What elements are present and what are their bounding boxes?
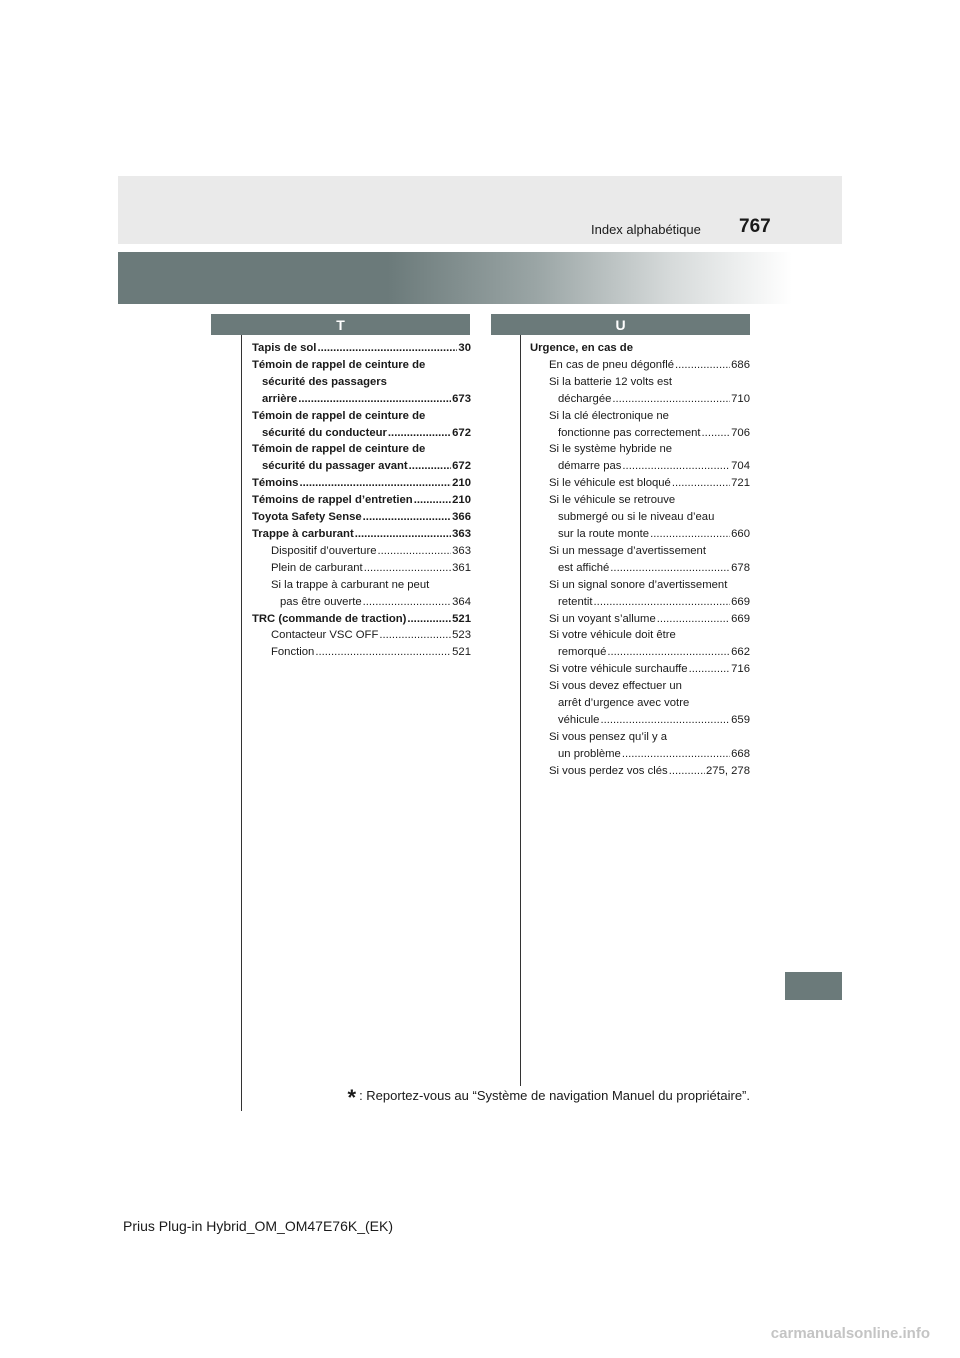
index-entry-label: Si le véhicule se retrouve — [549, 494, 676, 507]
index-entry — [252, 611, 471, 628]
index-entry-page: 678 — [731, 561, 750, 574]
index-entry — [252, 492, 471, 509]
dot-leader — [388, 425, 451, 442]
index-entry — [530, 594, 750, 611]
footnote — [348, 1085, 751, 1111]
index-entry — [252, 408, 471, 425]
dot-leader — [675, 357, 730, 374]
index-entry-label: véhicule — [558, 713, 600, 726]
index-entry-page: 686 — [731, 358, 750, 371]
index-entry — [252, 458, 471, 475]
index-entry-label: remorqué — [558, 646, 607, 659]
index-entry-page: 704 — [731, 460, 750, 473]
index-entry-page: 361 — [452, 561, 471, 574]
decorative-gradient-bar — [118, 252, 792, 304]
index-entry — [252, 475, 471, 492]
index-entry — [252, 644, 471, 661]
index-entry-label: Trappe à carburant — [252, 527, 354, 540]
index-entry-label: Témoin de rappel de ceinture de — [252, 409, 426, 422]
index-entry — [530, 374, 750, 391]
index-entry-page: 364 — [452, 595, 471, 608]
dot-leader — [298, 391, 451, 408]
index-entry — [530, 577, 750, 594]
column-divider-left — [241, 335, 242, 1111]
index-entry-page: 523 — [452, 629, 471, 642]
dot-leader — [607, 644, 730, 661]
index-entry-page: 662 — [731, 646, 750, 659]
index-entry-page: 672 — [452, 460, 471, 473]
index-entry-page: 275, 278 — [706, 764, 750, 777]
index-entry-label: Témoins — [252, 477, 299, 490]
index-entry-page: 668 — [731, 747, 750, 760]
index-entry-page: 660 — [731, 527, 750, 540]
index-entry — [252, 543, 471, 560]
column-divider-middle — [520, 335, 521, 1086]
index-entry — [530, 391, 750, 408]
index-entry-page: 210 — [452, 494, 471, 507]
index-entry — [530, 729, 750, 746]
index-entry — [252, 374, 471, 391]
index-entry — [530, 611, 750, 628]
index-entry-label: arrêt d’urgence avec votre — [558, 697, 690, 710]
index-entry — [252, 526, 471, 543]
dot-leader — [657, 611, 730, 628]
header-band — [118, 176, 842, 244]
index-entry-label: arrière — [262, 392, 298, 405]
index-entry-label: Si le véhicule est bloqué — [549, 477, 671, 490]
index-entry-label: En cas de pneu dégonflé — [549, 358, 674, 371]
index-entry — [530, 475, 750, 492]
dot-leader — [363, 509, 451, 526]
index-entry-page: 669 — [731, 612, 750, 625]
index-column-t — [252, 340, 471, 661]
index-entry — [530, 357, 750, 374]
index-entry-label: Plein de carburant — [271, 561, 363, 574]
index-entry-page: 673 — [452, 392, 471, 405]
dot-leader — [317, 340, 457, 357]
dot-leader — [407, 611, 451, 628]
dot-leader — [315, 644, 451, 661]
index-entry-label: Contacteur VSC OFF — [271, 629, 379, 642]
index-entry — [530, 492, 750, 509]
index-entry-page: 710 — [731, 392, 750, 405]
index-entry — [530, 560, 750, 577]
index-entry-label: Si un message d’avertissement — [549, 544, 706, 557]
index-entry — [530, 526, 750, 543]
index-entry-label: TRC (commande de traction) — [252, 612, 407, 625]
index-entry — [530, 695, 750, 712]
document-footer: Prius Plug-in Hybrid_OM_OM47E76K_(EK) — [123, 1218, 393, 1234]
index-entry-label: submergé ou si le niveau d’eau — [558, 511, 715, 524]
index-entry — [252, 509, 471, 526]
index-entry-label: Si vous perdez vos clés — [549, 764, 668, 777]
index-entry-label: un problème — [558, 747, 621, 760]
index-entry — [530, 509, 750, 526]
index-entry-label: sécurité du passager avant — [262, 460, 408, 473]
index-entry — [530, 678, 750, 695]
index-entry-label: Témoin de rappel de ceinture de — [252, 443, 426, 456]
index-entry-label: Si un signal sonore d’avertissement — [549, 578, 728, 591]
dot-leader — [610, 560, 730, 577]
index-entry — [530, 340, 750, 357]
dot-leader — [612, 391, 730, 408]
dot-leader — [622, 746, 730, 763]
index-entry-label: Témoins de rappel d’entretien — [252, 494, 413, 507]
index-entry-page: 521 — [452, 646, 471, 659]
index-entry-label: Si la trappe à carburant ne peut — [271, 578, 430, 591]
index-entry-label: sécurité du conducteur — [262, 426, 387, 439]
index-entry-page: 659 — [731, 713, 750, 726]
index-entry-page: 363 — [452, 544, 471, 557]
letter-header-u: U — [491, 314, 750, 335]
index-entry — [252, 441, 471, 458]
index-entry — [530, 746, 750, 763]
page-number: 767 — [739, 216, 771, 237]
section-side-tab — [785, 972, 842, 1000]
index-entry — [530, 763, 750, 780]
dot-leader — [622, 458, 730, 475]
dot-leader — [364, 560, 451, 577]
index-entry — [252, 560, 471, 577]
index-entry-label: pas être ouverte — [280, 595, 362, 608]
watermark: carmanualsonline.info — [770, 1325, 930, 1342]
dot-leader — [669, 763, 705, 780]
index-entry-page: 669 — [731, 595, 750, 608]
index-entry-label: est affiché — [558, 561, 610, 574]
index-entry — [252, 627, 471, 644]
dot-leader — [672, 475, 730, 492]
dot-leader — [363, 594, 452, 611]
index-entry-label: Si la clé électronique ne — [549, 409, 669, 422]
letter-header-t: T — [211, 314, 470, 335]
index-entry-page: 210 — [452, 477, 471, 490]
index-entry — [530, 425, 750, 442]
index-entry-page: 672 — [452, 426, 471, 439]
index-entry-label: Si votre véhicule doit être — [549, 629, 676, 642]
index-entry-label: Si un voyant s’allume — [549, 612, 656, 625]
index-entry — [530, 408, 750, 425]
index-entry-page: 521 — [452, 612, 471, 625]
index-entry — [530, 543, 750, 560]
index-entry-label: Dispositif d’ouverture — [271, 544, 377, 557]
index-entry-label: fonctionne pas correctement — [558, 426, 701, 439]
index-entry-page: 706 — [731, 426, 750, 439]
index-entry-label: Si le système hybride ne — [549, 443, 673, 456]
index-entry — [530, 644, 750, 661]
index-entry-label: Fonction — [271, 646, 315, 659]
dot-leader — [379, 627, 451, 644]
index-entry-page: 30 — [458, 342, 471, 354]
index-column-u — [530, 340, 750, 780]
index-entry-page: 363 — [452, 527, 471, 540]
index-entry — [252, 577, 471, 594]
dot-leader — [409, 458, 451, 475]
index-entry-label: Si votre véhicule surchauffe — [549, 663, 688, 676]
index-entry — [530, 712, 750, 729]
dot-leader — [414, 492, 451, 509]
index-entry — [530, 458, 750, 475]
index-entry — [530, 627, 750, 644]
dot-leader — [299, 475, 451, 492]
index-entry-label: Urgence, en cas de — [530, 342, 633, 354]
index-entry-label: sur la route monte — [558, 527, 650, 540]
index-entry-label: Témoin de rappel de ceinture de — [252, 358, 426, 371]
footnote-star: * — [347, 1085, 357, 1110]
index-entry-page: 716 — [731, 663, 750, 676]
index-entry-label: Si vous devez effectuer un — [549, 680, 682, 693]
index-entry-page: 721 — [731, 477, 750, 490]
section-title: Index alphabétique — [591, 222, 701, 237]
index-entry-label: démarre pas — [558, 460, 622, 473]
index-entry — [252, 340, 471, 357]
index-entry — [252, 391, 471, 408]
dot-leader — [594, 594, 731, 611]
index-entry-label: Si vous pensez qu’il y a — [549, 730, 668, 743]
index-entry — [252, 425, 471, 442]
dot-leader — [702, 425, 731, 442]
index-entry — [530, 441, 750, 458]
index-entry-label: Tapis de sol — [252, 342, 317, 354]
index-entry — [252, 594, 471, 611]
index-entry-label: retentit — [558, 595, 593, 608]
footnote-text: : Reportez-vous au “Système de navigation Manuel du propriétaire”. — [359, 1088, 750, 1103]
dot-leader — [355, 526, 451, 543]
index-entry — [252, 357, 471, 374]
index-entry-label: Si la batterie 12 volts est — [549, 375, 673, 388]
index-entry — [530, 661, 750, 678]
index-entry-page: 366 — [452, 511, 471, 524]
dot-leader — [650, 526, 730, 543]
dot-leader — [600, 712, 730, 729]
dot-leader — [377, 543, 451, 560]
index-entry-label: déchargée — [558, 392, 612, 405]
dot-leader — [689, 661, 731, 678]
index-entry-label: sécurité des passagers — [262, 375, 387, 388]
index-entry-label: Toyota Safety Sense — [252, 511, 362, 524]
